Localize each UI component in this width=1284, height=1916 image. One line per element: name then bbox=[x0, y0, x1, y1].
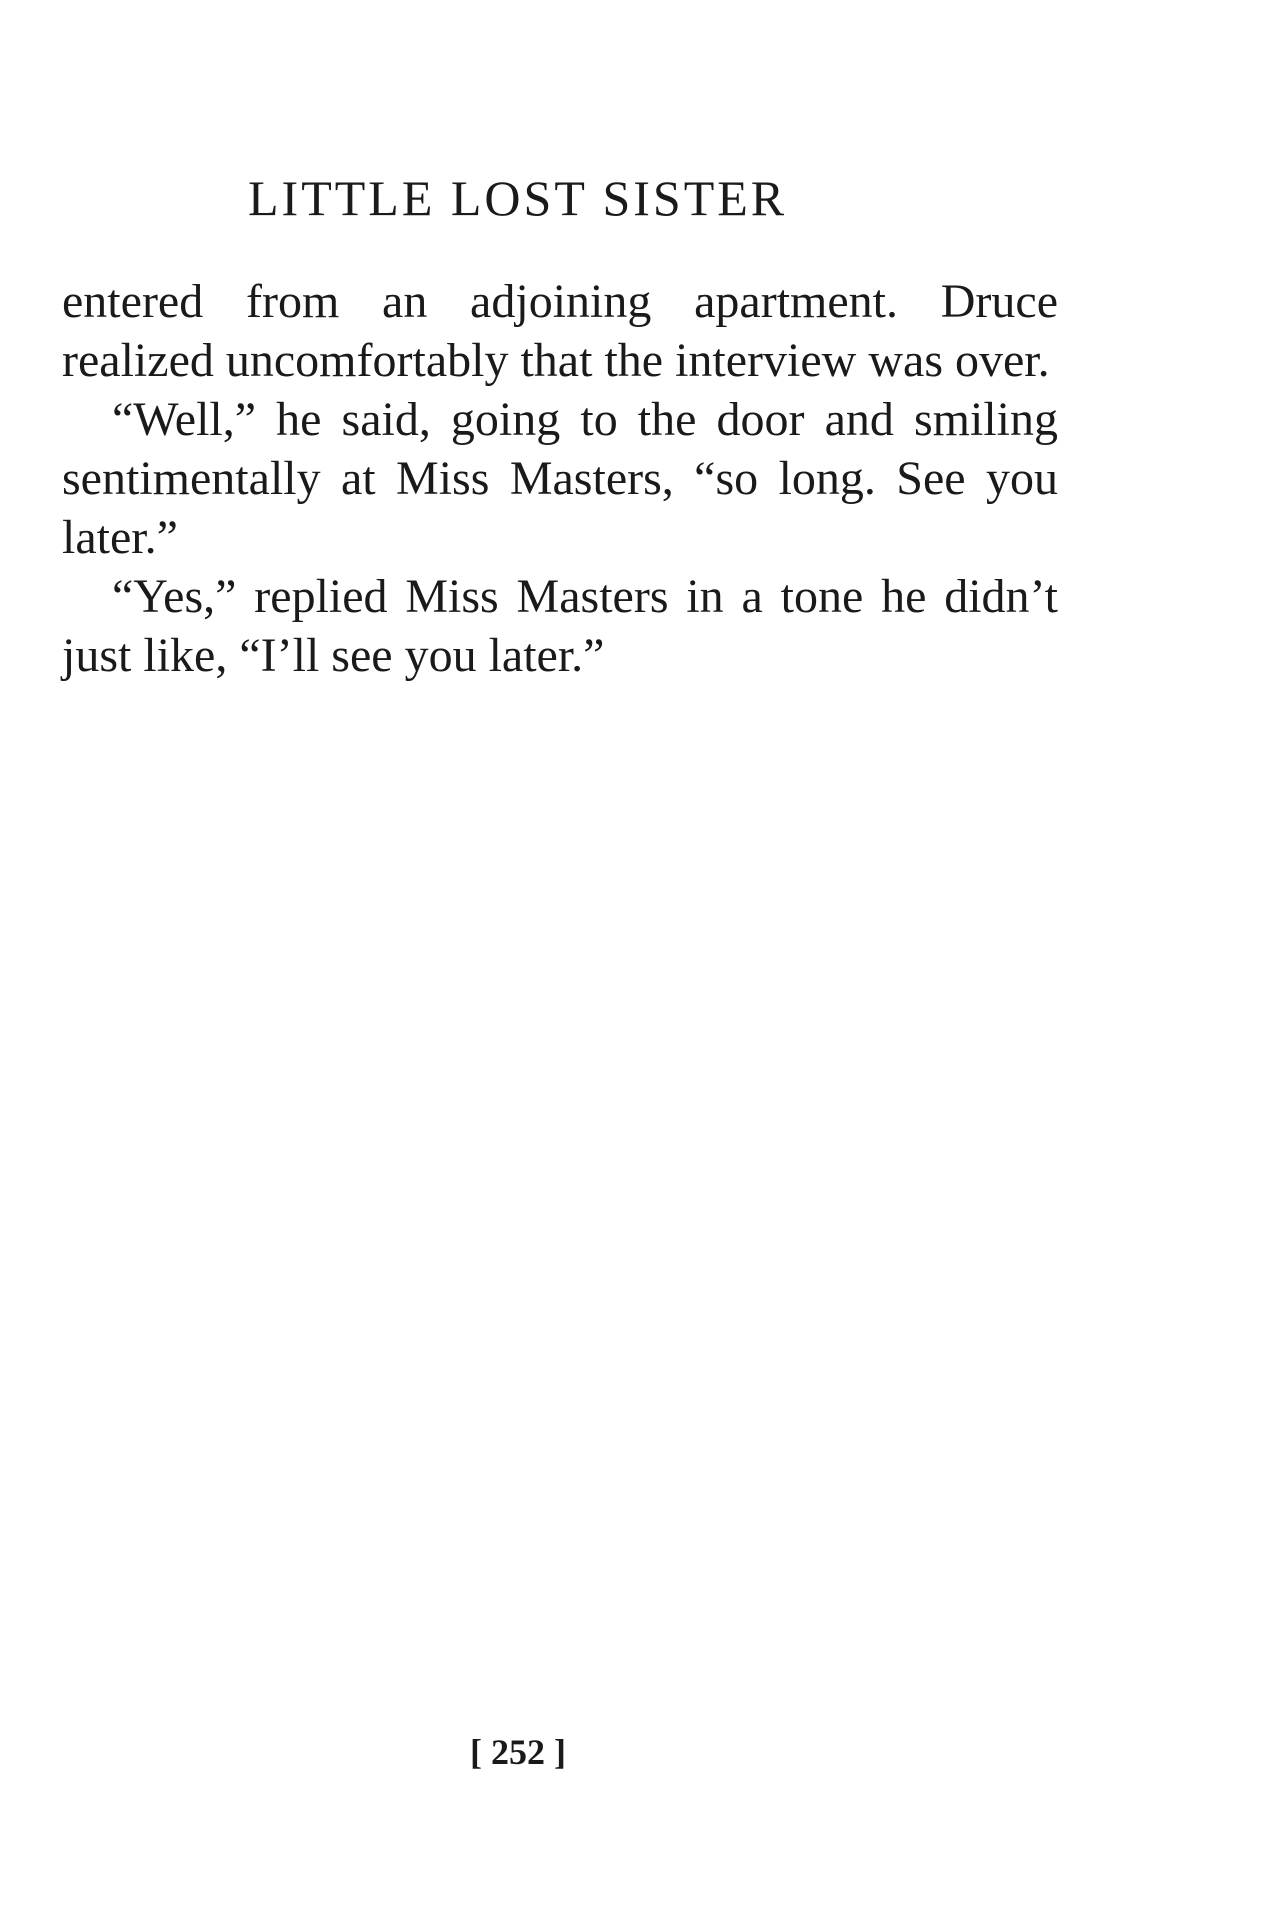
paragraph-dialogue-masters: “Yes,” replied Miss Masters in a tone he didn’t just like, “I’ll see you later.” bbox=[62, 570, 1058, 682]
paragraph-continuation: entered from an adjoining apartment. Druce realized uncomfortably that the interview was over. bbox=[62, 275, 1058, 387]
body-text bbox=[62, 272, 1058, 685]
page-number: [ 252 ] bbox=[470, 1732, 566, 1772]
paragraph-dialogue-druce: “Well,” he said, going to the door and smiling sentimentally at Miss Masters, “so long. See you later.” bbox=[62, 393, 1058, 564]
running-head: LITTLE LOST SISTER bbox=[248, 170, 788, 226]
